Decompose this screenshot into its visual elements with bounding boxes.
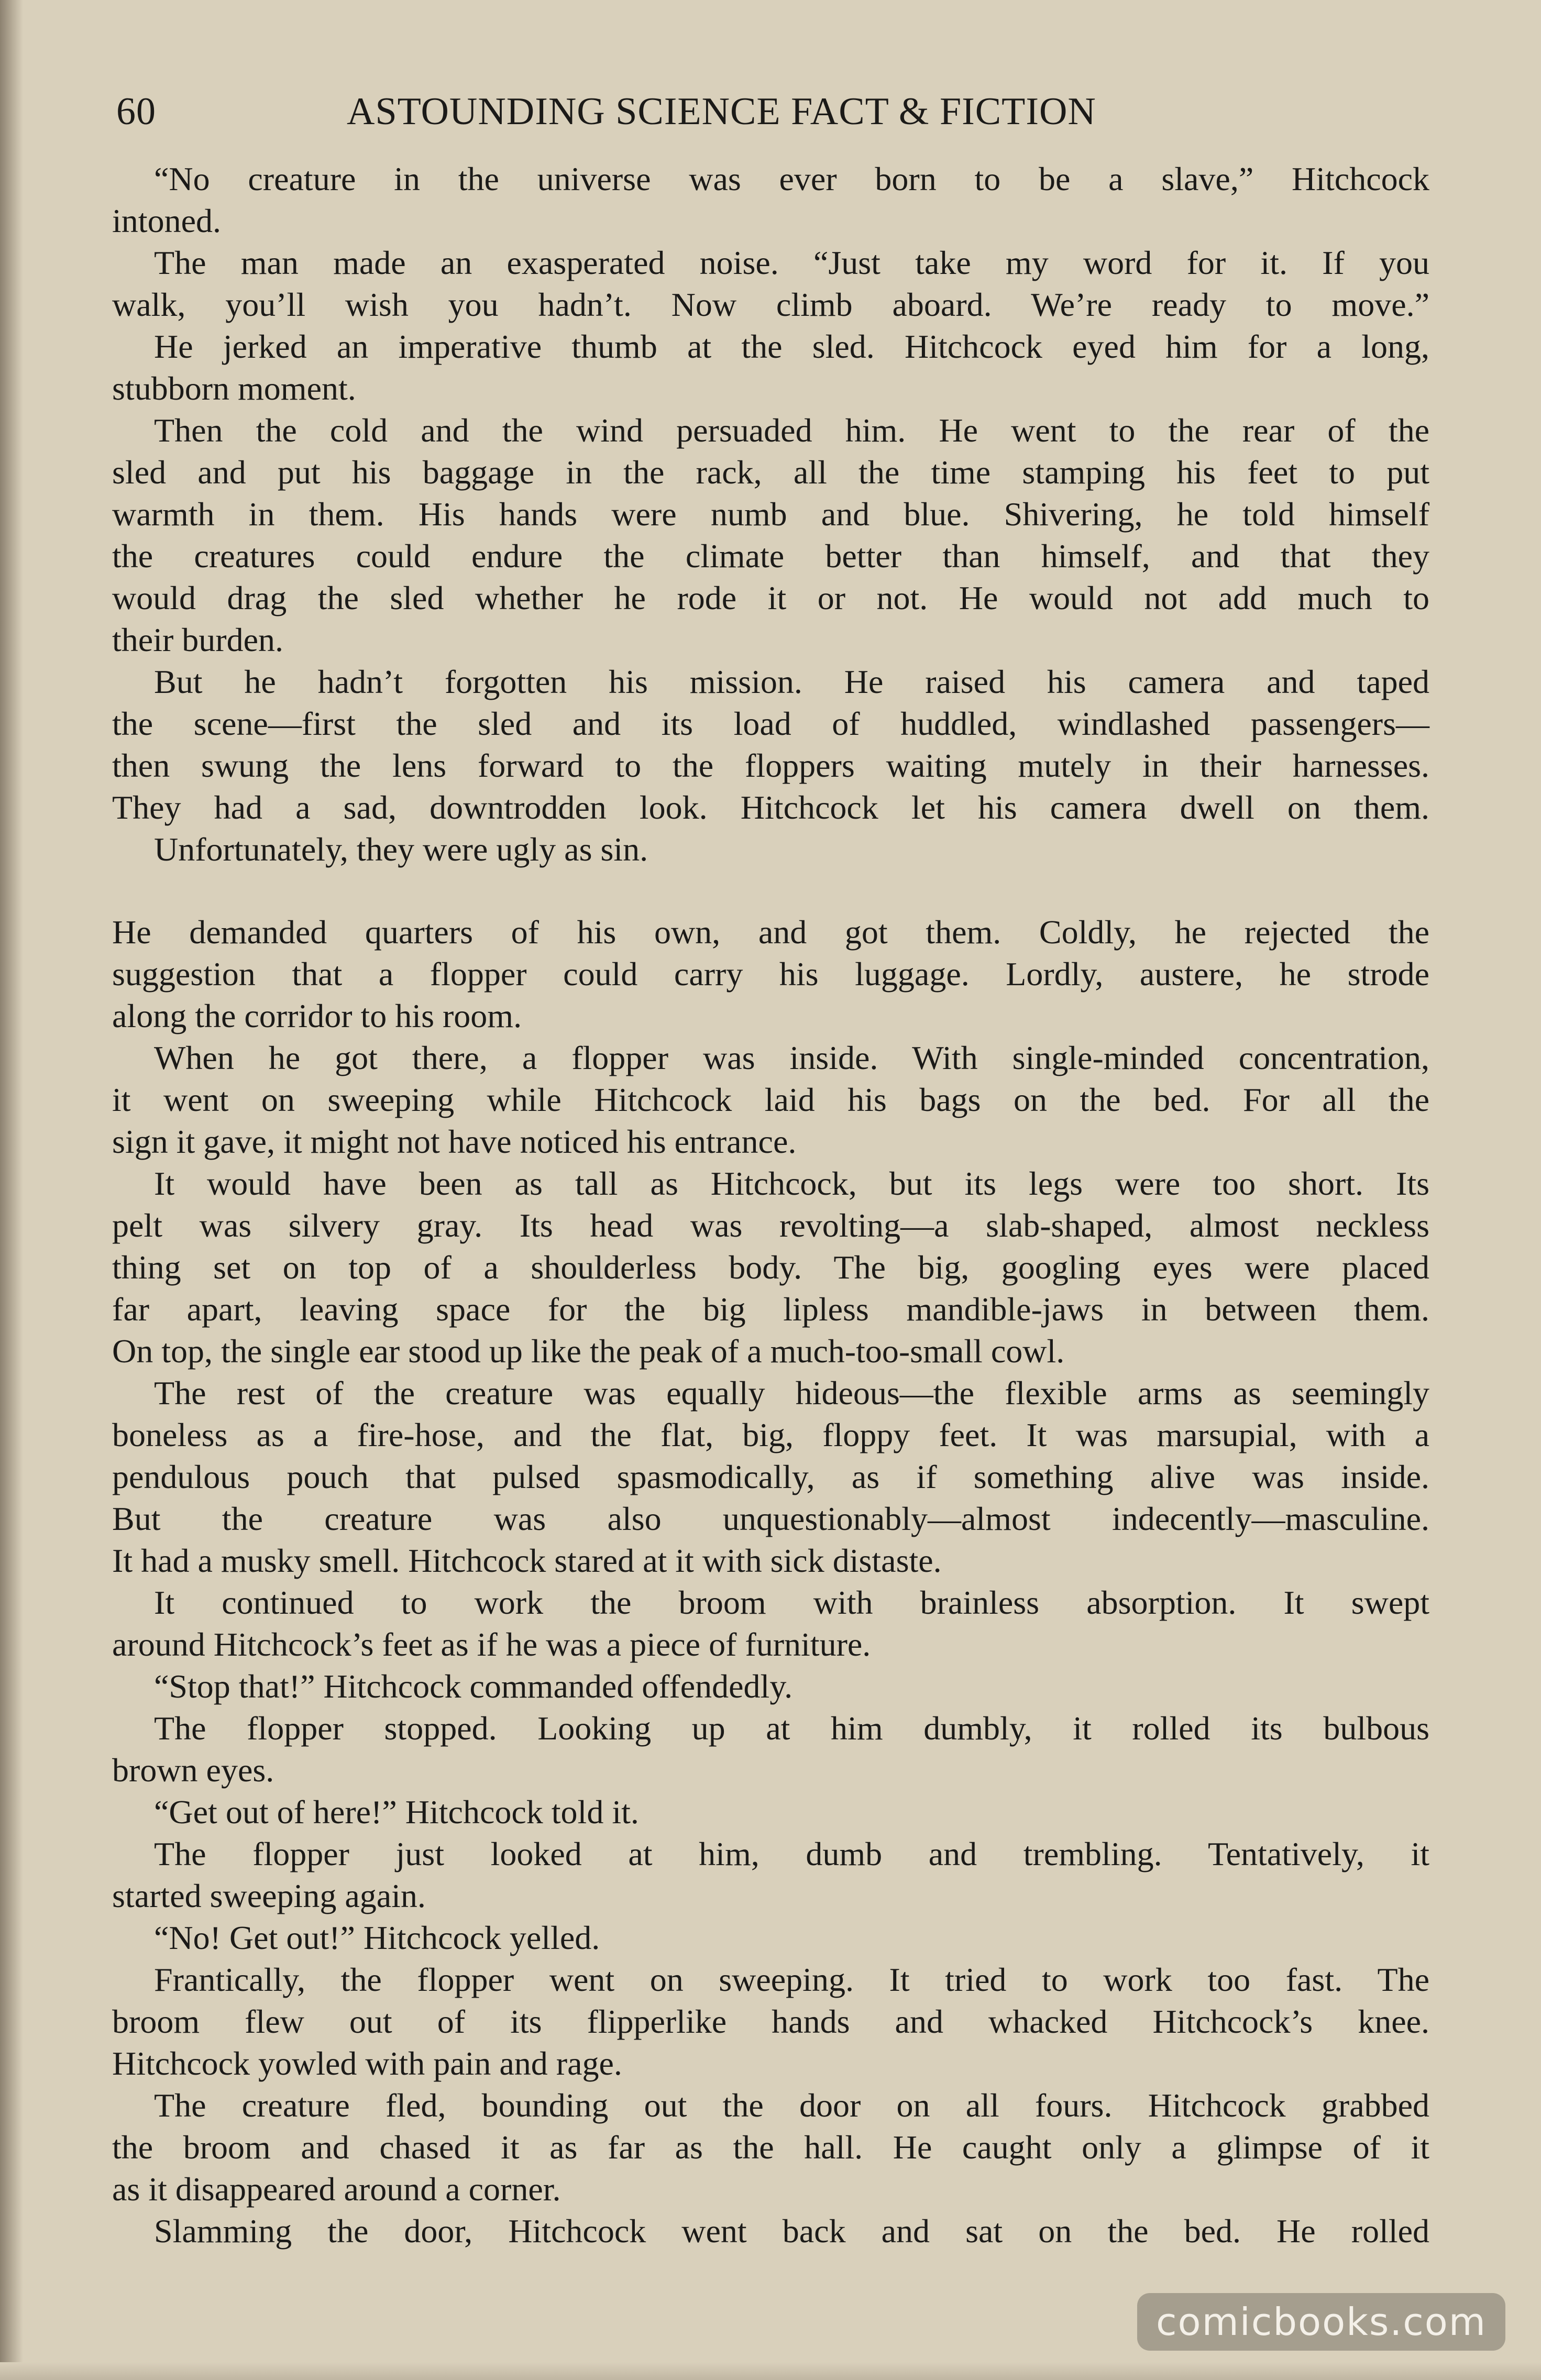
body-text-line: around Hitchcock’s feet as if he was a piece of furniture.: [112, 1626, 871, 1663]
body-text-line: their burden.: [112, 621, 283, 658]
body-text-line: pendulous pouch that pulsed spasmodically, as if something alive was inside.: [112, 1458, 1429, 1495]
body-text-line: The rest of the creature was equally hideous—the flexible arms as seemingly: [154, 1374, 1429, 1412]
watermark: comicbooks.com: [1137, 2293, 1505, 2351]
body-text-line: sled and put his baggage in the rack, all the time stamping his feet to put: [112, 454, 1429, 491]
body-text-line: along the corridor to his room.: [112, 997, 522, 1034]
body-text-line: intoned.: [112, 202, 221, 239]
body-text-line: the creatures could endure the climate better than himself, and that they: [112, 537, 1429, 575]
running-title: ASTOUNDING SCIENCE FACT & FICTION: [347, 90, 1096, 133]
body-text-line: “Get out of here!” Hitchcock told it.: [154, 1793, 639, 1831]
body-text-line: the scene—first the sled and its load of huddled, windlashed passengers—: [112, 705, 1429, 742]
body-text-line: They had a sad, downtrodden look. Hitchcock let his camera dwell on them.: [112, 789, 1429, 826]
body-text-line: warmth in them. His hands were numb and blue. Shivering, he told himself: [112, 495, 1429, 533]
body-text-line: Hitchcock yowled with pain and rage.: [112, 2045, 622, 2082]
body-text-line: then swung the lens forward to the floppers waiting mutely in their harnesses.: [112, 747, 1429, 784]
body-text-line: stubborn moment.: [112, 370, 356, 407]
body-text-line: The man made an exasperated noise. “Just take my word for it. If you: [154, 244, 1429, 281]
page-bottom-shadow: [0, 2362, 1541, 2380]
body-text-line: The flopper just looked at him, dumb and trembling. Tentatively, it: [154, 1835, 1429, 1872]
body-text-line: But he hadn’t forgotten his mission. He raised his camera and taped: [154, 663, 1429, 700]
body-text-line: walk, you’ll wish you hadn’t. Now climb aboard. We’re ready to move.”: [112, 286, 1429, 323]
body-text-line: pelt was silvery gray. Its head was revolting—a slab-shaped, almost neckless: [112, 1207, 1429, 1244]
body-text-line: Then the cold and the wind persuaded him. He went to the rear of the: [154, 412, 1429, 449]
body-text-line: The flopper stopped. Looking up at him dumbly, it rolled its bulbous: [154, 1710, 1429, 1747]
body-text-line: boneless as a fire-hose, and the flat, big, floppy feet. It was marsupial, with a: [112, 1416, 1429, 1453]
page-header: [116, 83, 1211, 140]
body-text-line: “No! Get out!” Hitchcock yelled.: [154, 1919, 600, 1956]
body-text-line: suggestion that a flopper could carry his luggage. Lordly, austere, he strode: [112, 955, 1429, 993]
body-text-line: brown eyes.: [112, 1751, 274, 1789]
body-text-line: started sweeping again.: [112, 1877, 426, 1914]
body-text-line: sign it gave, it might not have noticed his entrance.: [112, 1123, 797, 1160]
body-text-line: It would have been as tall as Hitchcock, but its legs were too short. Its: [154, 1165, 1429, 1202]
body-text-line: it went on sweeping while Hitchcock laid his bags on the bed. For all the: [112, 1081, 1429, 1118]
body-text-line: “No creature in the universe was ever born to be a slave,” Hitchcock: [154, 160, 1429, 197]
body-text-line: would drag the sled whether he rode it or not. He would not add much to: [112, 579, 1429, 616]
body-text-line: the broom and chased it as far as the hall. He caught only a glimpse of it: [112, 2129, 1429, 2166]
body-text-line: He demanded quarters of his own, and got them. Coldly, he rejected the: [112, 913, 1429, 951]
body-text-line: “Stop that!” Hitchcock commanded offendedly.: [154, 1668, 793, 1705]
body-text-line: It continued to work the broom with brainless absorption. It swept: [154, 1584, 1429, 1621]
body-text-line: The creature fled, bounding out the door on all fours. Hitchcock grabbed: [154, 2087, 1429, 2124]
body-text-line: Slamming the door, Hitchcock went back and sat on the bed. He rolled: [154, 2212, 1429, 2250]
body-text-line: broom flew out of its flipperlike hands and whacked Hitchcock’s knee.: [112, 2003, 1429, 2040]
body-text-line: It had a musky smell. Hitchcock stared at it with sick distaste.: [112, 1542, 942, 1579]
page-number: 60: [116, 90, 156, 133]
body-text-line: But the creature was also unquestionably—almost indecently—masculine.: [112, 1500, 1429, 1537]
body-text-line: as it disappeared around a corner.: [112, 2170, 561, 2208]
body-text-line: When he got there, a flopper was inside. With single-minded concentration,: [154, 1039, 1429, 1076]
body-text-line: thing set on top of a shoulderless body. The big, googling eyes were placed: [112, 1249, 1429, 1286]
page-gutter-shadow: [0, 0, 23, 2380]
body-text-line: Frantically, the flopper went on sweeping. It tried to work too fast. The: [154, 1961, 1429, 1998]
body-text-line: far apart, leaving space for the big lipless mandible-jaws in between them.: [112, 1291, 1429, 1328]
body-text-line: Unfortunately, they were ugly as sin.: [154, 831, 648, 868]
body-text-line: He jerked an imperative thumb at the sled. Hitchcock eyed him for a long,: [154, 328, 1429, 365]
body-text-line: On top, the single ear stood up like the peak of a much-too-small cowl.: [112, 1332, 1065, 1370]
